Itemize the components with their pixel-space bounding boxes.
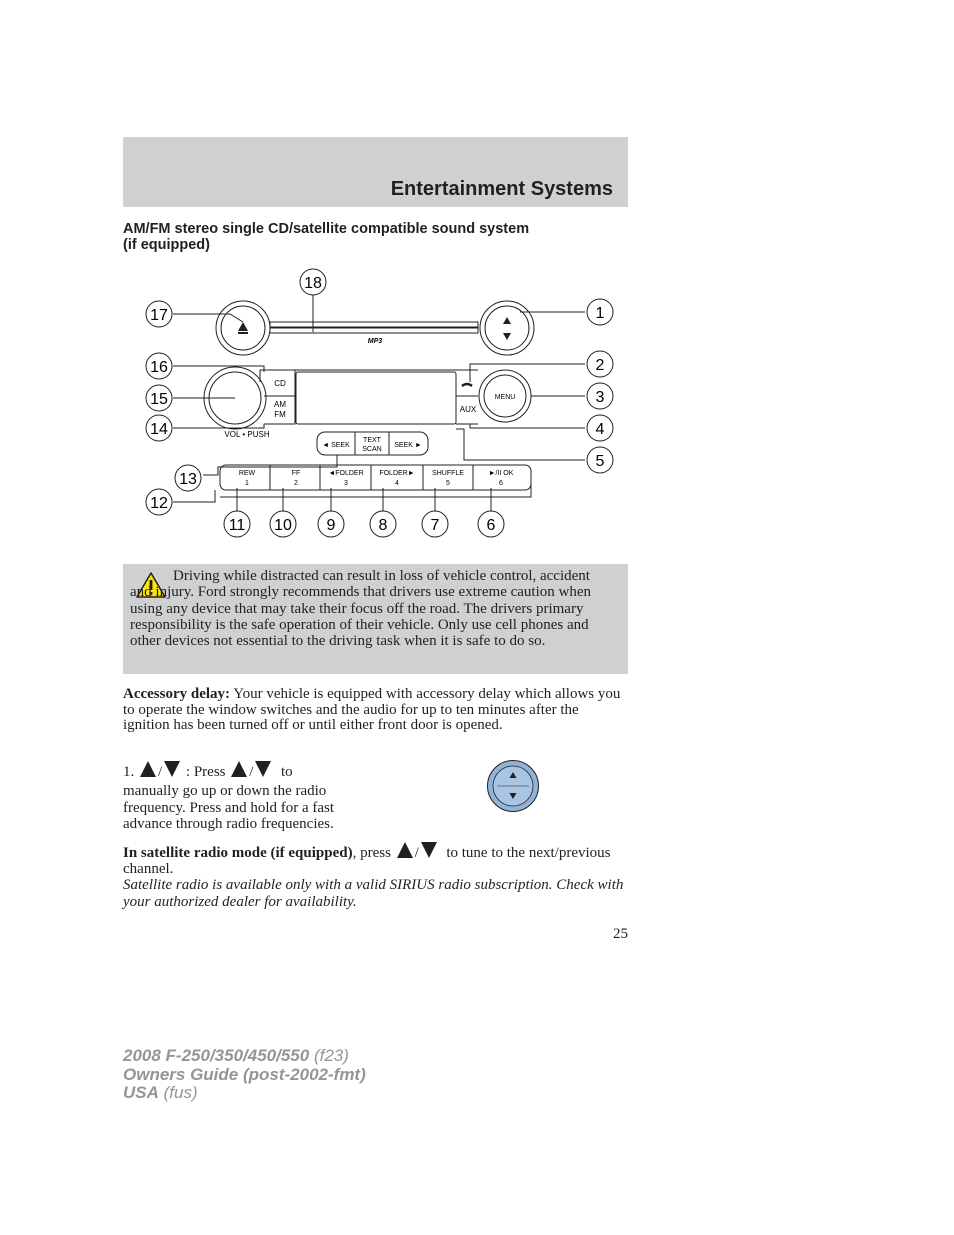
footer-model-code: (f23) — [309, 1046, 349, 1065]
phone-icon — [462, 384, 472, 386]
am-label: AM — [274, 400, 286, 409]
callout-number: 11 — [228, 517, 246, 534]
fm-label: FM — [274, 410, 286, 419]
preset-6-label: ►/II OK — [488, 470, 514, 477]
preset-bar — [220, 465, 531, 490]
accessory-delay-text: Your vehicle is equipped with accessory delay which allows you to operate the window switches and the audio for up to ten minutes after the ignition has been turned off or until either front door is opened. — [123, 686, 621, 733]
tune-up-icon — [503, 317, 511, 324]
footer-guide: Owners Guide (post-2002-fmt) — [123, 1064, 366, 1084]
callout-number: 6 — [486, 517, 496, 534]
tune-down-icon — [503, 333, 511, 340]
page-number: 25 — [613, 926, 628, 942]
warning-box — [123, 564, 628, 674]
callout-number: 7 — [430, 517, 440, 534]
footer — [123, 1047, 366, 1103]
footer-region-code: (fus) — [158, 1083, 198, 1102]
callout-number: 1 — [595, 305, 605, 322]
callout-number: 8 — [378, 517, 388, 534]
up-arrow-icon — [140, 761, 156, 777]
accessory-delay-paragraph — [123, 687, 628, 734]
aux-label: AUX — [459, 405, 477, 414]
satellite-text: to tune to the next/previous channel. — [123, 845, 611, 877]
preset-2-label: FF — [291, 470, 301, 477]
down-arrow-icon — [255, 761, 271, 777]
callout-number: 5 — [595, 453, 605, 470]
callout-number: 15 — [150, 391, 168, 408]
satellite-note: Satellite radio is available only with a valid SIRIUS radio subscription. Check with your authorized dealer for availability. — [123, 877, 624, 910]
satellite-press: , press — [352, 845, 391, 861]
scan-label: SCAN — [362, 446, 382, 453]
preset-4-label: FOLDER► — [379, 470, 415, 477]
slash-text: / — [414, 845, 419, 861]
item1-description: manually go up or down the radio frequency. Press and hold for a fast advance through radio frequencies. — [123, 783, 335, 832]
slash-text: / — [249, 764, 254, 780]
up-arrow-icon — [397, 842, 413, 858]
satellite-paragraph — [123, 842, 628, 877]
section-heading-line2: (if equipped) — [123, 237, 210, 253]
page-title: Entertainment Systems — [390, 178, 613, 200]
display — [296, 372, 456, 424]
preset-2-number: 2 — [294, 480, 298, 487]
down-arrow-icon — [421, 842, 437, 858]
callout-number: 2 — [595, 357, 605, 374]
seek-left-label: ◄ SEEK — [322, 442, 350, 449]
callout-number: 12 — [150, 495, 168, 512]
accessory-delay-label: Accessory delay: — [123, 686, 231, 702]
preset-1-number: 1 — [245, 480, 249, 487]
satellite-label: In satellite radio mode (if equipped) — [123, 845, 353, 861]
up-arrow-icon — [231, 761, 247, 777]
press-text: : Press — [185, 764, 226, 780]
item1-line — [123, 761, 383, 781]
header-band — [123, 137, 628, 207]
text-label: TEXT — [363, 437, 381, 444]
tune-knob — [480, 301, 534, 355]
callout-number: 10 — [274, 517, 292, 534]
callout-number: 4 — [595, 421, 605, 438]
section-heading — [123, 221, 603, 253]
seek-knob-illustration — [486, 759, 540, 813]
mp3-label: MP3 — [367, 338, 383, 345]
callout-number: 16 — [150, 359, 168, 376]
preset-5-label: SHUFFLE — [432, 470, 464, 477]
callout-number: 18 — [304, 275, 322, 292]
preset-6-number: 6 — [499, 480, 503, 487]
item1-number: 1. — [123, 764, 135, 780]
eject-icon — [238, 322, 248, 331]
callout-number: 13 — [179, 471, 197, 488]
radio-diagram — [140, 262, 620, 547]
callout-number: 14 — [150, 421, 168, 438]
slash-text: / — [158, 764, 163, 780]
preset-4-number: 4 — [395, 480, 399, 487]
footer-model: 2008 F-250/350/450/550 — [123, 1046, 310, 1065]
preset-5-number: 5 — [446, 480, 450, 487]
warning-text: Driving while distracted can result in loss of vehicle control, accident and injury. Ford strongly recommends that drivers use extreme caution when using any device that may take their focus off the road. The drivers primary responsibility is the safe operation of their vehicle. Only use cell phones and other devices not essential to the driving task when it is safe to do so. — [130, 568, 591, 650]
to-text: to — [280, 764, 293, 780]
preset-1-label: REW — [238, 470, 256, 477]
callout-number: 3 — [595, 389, 605, 406]
menu-label: MENU — [494, 394, 516, 401]
footer-region: USA — [123, 1083, 159, 1102]
seek-right-label: SEEK ► — [394, 442, 422, 449]
down-arrow-icon — [164, 761, 180, 777]
vol-push-label: VOL • PUSH — [224, 430, 270, 439]
cd-label: CD — [274, 379, 286, 388]
callout-number: 17 — [150, 307, 168, 324]
preset-3-label: ◄FOLDER — [328, 470, 364, 477]
section-heading-line1: AM/FM stereo single CD/satellite compatible sound system — [123, 221, 530, 237]
callout-number: 9 — [326, 517, 336, 534]
preset-3-number: 3 — [344, 480, 348, 487]
